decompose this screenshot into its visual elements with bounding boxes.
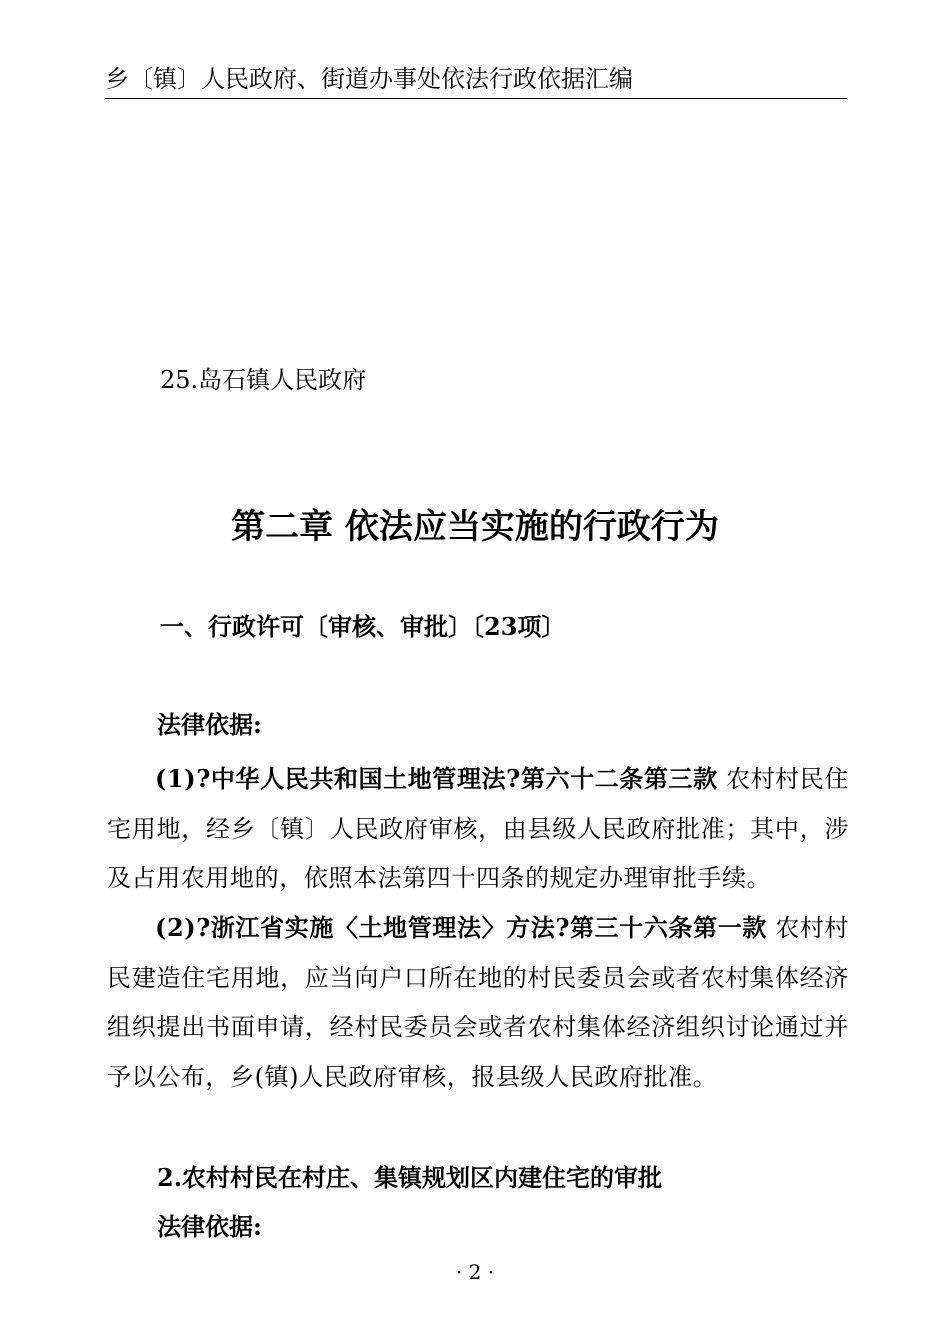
clause-paragraph-1 xyxy=(107,754,849,904)
clause-1-text: 农村村民住宅用地，经乡〔镇〕人民政府审核，由县级人民政府批准；其中，涉及占用农用地的，依照本法第四十四条的规定办理审批手续。 xyxy=(107,765,849,892)
page-number: · 2 · xyxy=(455,1260,495,1284)
legal-basis-label: 法律依据: xyxy=(157,710,262,739)
running-header xyxy=(105,62,847,99)
legal-basis-label-2: 法律依据: xyxy=(157,1212,262,1241)
item-heading: 2.农村村民在村庄、集镇规划区内建住宅的审批 xyxy=(157,1163,663,1192)
entry-item: 25.岛石镇人民政府 xyxy=(160,366,367,394)
section-heading: 一、行政许可〔审核、审批〕〔23项〕 xyxy=(160,612,566,641)
clause-2-text: 农村村民建造住宅用地，应当向户口所在地的村民委员会或者农村集体经济组织提出书面申请，经村民委员会或者农村集体经济组织讨论通过并予以公布，乡(镇)人民政府审核，报县级人民政府批准。 xyxy=(107,914,850,1091)
chapter-title: 第二章 依法应当实施的行政行为 xyxy=(231,507,719,547)
clause-2-citation: (2)?浙江省实施〈土地管理法〉方法?第三十六条第一款 xyxy=(155,913,767,942)
clause-paragraph-2 xyxy=(107,903,849,1102)
running-header-title: 乡〔镇〕人民政府、街道办事处依法行政依据汇编 xyxy=(105,65,633,93)
clause-1-citation: (1)?中华人民共和国土地管理法?第六十二条第三款 xyxy=(155,764,718,793)
